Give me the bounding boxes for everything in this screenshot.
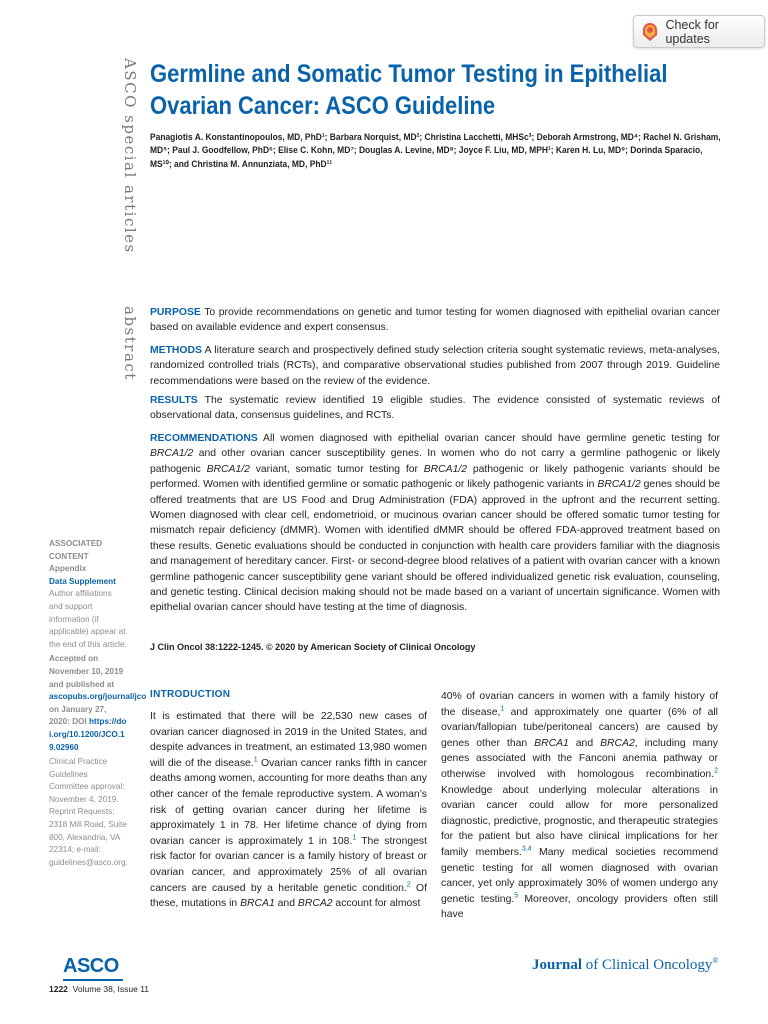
sidebar-info <box>49 538 147 869</box>
results-label: RESULTS <box>150 395 198 406</box>
intro-right-text-6: Many medical societies recommend genetic testing for all women diagnosed with ovarian cancer, yet only approximately 30% of women undergo any genetic testing. <box>441 846 718 905</box>
ref-link[interactable]: 5 <box>514 892 519 900</box>
section-vertical-label: ASCO special articles <box>121 58 139 254</box>
abstract-methods <box>150 343 720 389</box>
asco-logo-text: ASCO <box>63 955 119 977</box>
journal-logo <box>532 956 719 974</box>
abstract-results <box>150 393 720 424</box>
abstract-recommendations <box>150 431 720 616</box>
ref-link[interactable]: 2 <box>714 767 718 775</box>
intro-right-text-1: 40% of ovarian cancers in women with a family history of the disease, <box>441 691 718 718</box>
page-number: 1222 <box>49 984 68 994</box>
purpose-text: To provide recommendations on genetic and tumor testing for women diagnosed with epithelial ovarian cancer based on available evidence and expert consensus. <box>150 307 720 334</box>
asco-logo-underline <box>63 979 123 981</box>
intro-left-text-6: account for almost <box>332 898 421 910</box>
introduction-heading: INTRODUCTION <box>150 689 231 700</box>
journal-citation: J Clin Oncol 38:1222-1245. © 2020 by American Society of Clinical Oncology <box>150 642 476 652</box>
asco-logo <box>63 955 119 978</box>
ref-link[interactable]: 1 <box>500 705 505 713</box>
check-for-updates-button[interactable] <box>633 15 765 48</box>
abstract-purpose <box>150 305 720 336</box>
ref-link[interactable]: 1 <box>253 756 258 764</box>
rec-gene-1: BRCA1/2 <box>150 448 194 460</box>
doi-link[interactable]: https://doi.org/10.1200/JCO.19.02960 <box>49 717 127 752</box>
journal-logo-text: of Clinical Oncology <box>582 957 713 973</box>
affiliation-note: Author affiliations and support information (if applicable) appear at the end of this article. <box>49 589 127 649</box>
rec-gene-3: BRCA1/2 <box>423 463 468 475</box>
data-supplement-link[interactable]: Data Supplement <box>49 576 116 586</box>
intro-left-text-3: The strongest risk factor for ovarian cancer is a family history of breast or ovarian cancer, and approximately 25% of all ovarian cancers are caused by a heritable genetic condition. <box>150 835 427 894</box>
appendix-label: Appendix <box>49 564 87 574</box>
accepted-info <box>49 653 147 754</box>
rec-text-5: genes should be offered treatments that are US Food and Drug Administration (FDA) approved in the upfront and the recurrent setting. Women diagnosed with clear cell, endometrioid, or mucinous ovarian cancer should be offered somatic tumor testing for mismatch repair deficiency (dMMR). Women with identified dMMR should be offered FDA-approved treatment based on these results. Genetic evaluations should be conducted in conjunction with health care providers familiar with the diagnosis and management of hereditary cancer. First- or second-degree blood relatives of a patient with ovarian cancer with a known germline pathogenic cancer susceptibility gene variant should be offered individualized genetic risk evaluation, counseling, and genetic testing. Clinical decision making should not be made based on a variant of uncertain significance. Women with epithelial ovarian cancer should have testing at the time of diagnosis. <box>150 479 720 614</box>
rec-text-3: variant, somatic tumor testing for <box>249 463 424 475</box>
ref-link[interactable]: 3,4 <box>521 845 532 853</box>
reprint-requests: Reprint Requests: 2318 Mill Road, Suite 800, Alexandria, VA 22314; e-mail: guidelines@asco.org. <box>49 807 128 867</box>
author-list: Panagiotis A. Konstantinopoulos, MD, PhD¹; Barbara Norquist, MD²; Christina Lacchetti, MHSc³; Deborah Armstrong, MD⁴; Rachel N. Grisham, MD⁵; Paul J. Goodfellow, PhD⁶; Elise C. Kohn, MD⁷; Douglas A. Levine, MD⁸; Joyce F. Liu, MD, MPH¹; Karen H. Lu, MD⁹; Dorinda Sparacio, MS¹⁰; and Christina M. Annunziata, MD, PhD¹¹ <box>150 132 721 170</box>
intro-left-column <box>150 709 427 912</box>
gene-name: BRCA1 <box>240 898 275 910</box>
check-updates-label: Check for updates <box>665 17 719 46</box>
intro-right-text-2: and approximately one quarter (6% of all ovarian/fallopian tube/peritoneal cancers) are caused by genes other than <box>441 706 718 749</box>
gene-name: BRCA2 <box>297 898 333 910</box>
associated-content-heading: ASSOCIATED CONTENT <box>49 539 103 561</box>
journal-link[interactable]: ascopubs.org/journal/jco <box>49 692 147 702</box>
accepted-text: Accepted on November 10, 2019 and published at <box>49 654 124 689</box>
article-title: Germline and Somatic Tumor Testing in Epithelial Ovarian Cancer: ASCO Guideline <box>150 60 668 120</box>
intro-right-text-4: , including many genes associated with the Fanconi anemia pathway or otherwise involved with homologous recombination. <box>441 737 718 780</box>
results-text: The systematic review identified 19 eligible studies. The evidence consisted of systematic reviews of observational data, consensus guidelines, and RCTs. <box>150 395 720 422</box>
rec-text-2: and other ovarian cancer susceptibility genes. In women who do not carry a germline pathogenic or likely pathogenic <box>150 448 720 475</box>
abstract-vertical-label: abstract <box>121 306 139 381</box>
intro-right-text-7: Moreover, oncology providers often still have <box>441 893 718 921</box>
gene-name: BRCA2 <box>600 737 635 749</box>
accepted-text-2: on January 27, 2020: DOI <box>49 704 107 727</box>
intro-right-text-5: Knowledge about underlying molecular alterations in ovarian cancer could allow for more personalized diagnostic, predictive, prognostic, and therapeutic strategies for the patient but also have clinical implications for her family members. <box>441 784 718 858</box>
intro-left-text-4: Of these, mutations in <box>150 882 427 910</box>
rec-text-1: All women diagnosed with epithelial ovarian cancer should have germline genetic testing for <box>257 433 720 444</box>
recommendations-label: RECOMMENDATIONS <box>150 433 258 444</box>
intro-left-text-1: It is estimated that there will be 22,530 new cases of ovarian cancer diagnosed in 2019 in the United States, and despite advances in treatment, an estimated 13,980 women will die of the disease. <box>150 711 427 769</box>
rec-text-4: pathogenic or likely pathogenic variants should be performed. Women with identified germline or somatic pathogenic or likely pathogenic variants in <box>150 463 720 491</box>
ref-link[interactable]: 2 <box>406 881 411 889</box>
intro-left-text-2: Ovarian cancer ranks fifth in cancer deaths among women, accounting for more deaths than any other cancer of the female reproductive system. A woman’s risk of getting ovarian cancer during her lifetime is approximately 1 in 78. Her lifetime chance of dying from ovarian cancer is approximately 1 in 108. <box>150 757 427 847</box>
methods-text: A literature search and prospectively defined study selection criteria sought systematic reviews, meta-analyses, randomized controlled trials (RCTs), and comparative observational studies published from 2007 through 2019. Guideline recommendations were based on the review of the evidence. <box>150 345 720 387</box>
volume-issue: Volume 38, Issue 11 <box>67 984 150 994</box>
trademark-symbol: ® <box>712 956 719 965</box>
intro-left-text-5: and <box>274 898 298 910</box>
purpose-label: PURPOSE <box>150 307 201 318</box>
committee-approval: Clinical Practice Guidelines Committee approval: November 4, 2019. <box>49 757 125 804</box>
intro-right-text-3: and <box>568 737 601 749</box>
ref-link[interactable]: 1 <box>352 834 357 842</box>
intro-right-column <box>441 689 718 923</box>
methods-label: METHODS <box>150 345 202 356</box>
journal-logo-bold: Journal <box>532 957 583 973</box>
rec-gene-4: BRCA1/2 <box>597 479 641 491</box>
rec-gene-2: BRCA1/2 <box>206 463 250 475</box>
gene-name: BRCA1 <box>534 737 569 749</box>
page-footer <box>49 984 149 994</box>
check-updates-icon <box>640 22 659 42</box>
